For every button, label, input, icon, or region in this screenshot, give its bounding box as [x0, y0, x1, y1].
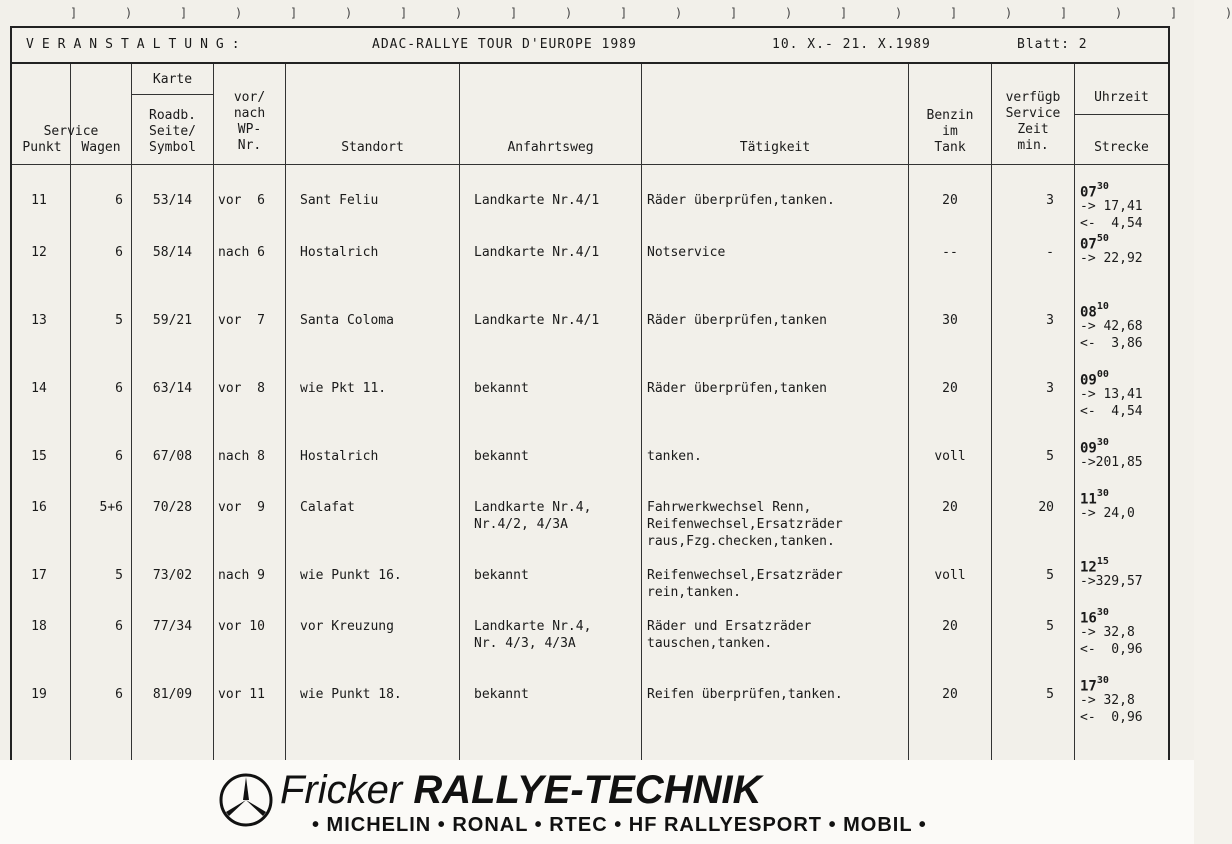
- uhrzeit-hours: 12: [1080, 559, 1097, 576]
- cell-taetigkeit: Räder überprüfen,tanken.: [647, 193, 835, 208]
- tractor-mark: ]: [400, 6, 408, 20]
- cell-wagen: 6: [115, 449, 123, 464]
- tractor-mark: ]: [180, 6, 188, 20]
- header-bottom-line: [12, 164, 1168, 165]
- sponsor-footer: [0, 760, 1194, 844]
- uhrzeit-minutes: 10: [1096, 301, 1109, 312]
- uhrzeit-minutes: 30: [1096, 675, 1109, 686]
- uhrzeit-hours: 08: [1080, 304, 1097, 321]
- cell-roadbook: 67/08: [152, 449, 193, 464]
- header-standort: Standort: [341, 140, 404, 155]
- tractor-mark: ]: [950, 6, 958, 20]
- tractor-mark: ]: [620, 6, 628, 20]
- cell-roadbook: 77/34: [152, 619, 193, 634]
- tractor-mark: ]: [70, 6, 78, 20]
- cell-benzin: 20: [942, 619, 958, 634]
- header-taetigkeit: Tätigkeit: [739, 140, 811, 155]
- cell-benzin: voll: [934, 449, 966, 464]
- tractor-mark: ): [675, 6, 683, 20]
- header-roadbook: Roadb. Seite/ Symbol: [149, 108, 196, 155]
- header-vor-nach: vor/ nach WP- Nr.: [233, 90, 266, 153]
- tractor-mark: ]: [1060, 6, 1068, 20]
- cell-roadbook: 58/14: [152, 245, 193, 260]
- cell-benzin: 20: [942, 687, 958, 702]
- cell-anfahrtsweg: Landkarte Nr.4/1: [474, 193, 600, 208]
- cell-service-zeit: 5: [1046, 687, 1054, 702]
- cell-service-zeit: -: [1046, 245, 1054, 260]
- uhrzeit-hours: 11: [1080, 491, 1097, 508]
- cell-taetigkeit: Räder überprüfen,tanken: [647, 313, 828, 328]
- cell-roadbook: 59/21: [152, 313, 193, 328]
- brand-name: [280, 768, 761, 813]
- header-service: Service: [43, 124, 99, 139]
- cell-strecke: -> 17,41 <- 4,54: [1080, 199, 1143, 231]
- cell-benzin: 20: [942, 193, 958, 208]
- uhrzeit-minutes: 30: [1096, 437, 1109, 448]
- cell-punkt: 18: [31, 619, 47, 634]
- uhrzeit-hours: 09: [1080, 372, 1097, 389]
- tractor-mark: ): [895, 6, 903, 20]
- sponsor-list: • MICHELIN • RONAL • RTEC • HF RALLYESPORT • MOBIL •: [312, 814, 927, 836]
- event-date: 10. X.- 21. X.1989: [772, 37, 931, 52]
- cell-standort: wie Pkt 11.: [300, 381, 387, 396]
- cell-wagen: 6: [115, 687, 123, 702]
- uhrzeit-hours: 17: [1080, 678, 1097, 695]
- header-anfahrtsweg: Anfahrtsweg: [507, 140, 594, 155]
- cell-anfahrtsweg: bekannt: [474, 568, 529, 583]
- cell-wagen: 6: [115, 619, 123, 634]
- tractor-mark: ): [1005, 6, 1013, 20]
- cell-service-zeit: 3: [1046, 193, 1054, 208]
- cell-punkt: 14: [31, 381, 47, 396]
- tractor-mark: ): [1115, 6, 1123, 20]
- column-divider: [641, 64, 642, 762]
- cell-vor-nach: vor 7: [218, 313, 265, 328]
- cell-vor-nach: vor 6: [218, 193, 265, 208]
- cell-service-zeit: 5: [1046, 568, 1054, 583]
- event-label: VERANSTALTUNG:: [26, 37, 248, 52]
- uhrzeit-minutes: 15: [1096, 556, 1109, 567]
- cell-standort: wie Punkt 18.: [300, 687, 402, 702]
- tractor-mark: ): [125, 6, 133, 20]
- service-table: [10, 26, 1170, 762]
- cell-wagen: 6: [115, 381, 123, 396]
- tractor-mark: ]: [290, 6, 298, 20]
- cell-roadbook: 53/14: [152, 193, 193, 208]
- cell-anfahrtsweg: Landkarte Nr.4/1: [474, 313, 600, 328]
- cell-benzin: --: [942, 245, 958, 260]
- header-uhrzeit: Uhrzeit: [1094, 90, 1149, 105]
- cell-benzin: 20: [942, 500, 958, 515]
- column-divider: [908, 64, 909, 762]
- column-divider: [131, 64, 132, 762]
- tractor-mark: ): [785, 6, 793, 20]
- cell-anfahrtsweg: Landkarte Nr.4, Nr.4/2, 4/3A: [474, 500, 592, 532]
- cell-wagen: 5+6: [99, 500, 123, 515]
- cell-service-zeit: 5: [1046, 619, 1054, 634]
- karte-divider: [131, 94, 213, 95]
- cell-taetigkeit: tanken.: [647, 449, 702, 464]
- column-divider: [459, 64, 460, 762]
- header-punkt: Punkt: [22, 140, 62, 155]
- cell-vor-nach: nach 6: [218, 245, 265, 260]
- tractor-mark: ]: [730, 6, 738, 20]
- cell-vor-nach: nach 8: [218, 449, 265, 464]
- cell-vor-nach: nach 9: [218, 568, 265, 583]
- cell-taetigkeit: Räder überprüfen,tanken: [647, 381, 828, 396]
- cell-wagen: 5: [115, 568, 123, 583]
- tractor-mark: ]: [1170, 6, 1178, 20]
- cell-roadbook: 73/02: [152, 568, 193, 583]
- event-name: ADAC-RALLYE TOUR D'EUROPE 1989: [372, 37, 637, 52]
- cell-standort: Hostalrich: [300, 449, 379, 464]
- cell-roadbook: 81/09: [152, 687, 193, 702]
- cell-anfahrtsweg: Landkarte Nr.4, Nr. 4/3, 4/3A: [474, 619, 592, 651]
- column-divider: [285, 64, 286, 762]
- cell-strecke: -> 13,41 <- 4,54: [1080, 387, 1143, 419]
- uhrzeit-hours: 07: [1080, 184, 1097, 201]
- cell-vor-nach: vor 9: [218, 500, 265, 515]
- cell-vor-nach: vor 8: [218, 381, 265, 396]
- cell-anfahrtsweg: bekannt: [474, 449, 529, 464]
- cell-benzin: 30: [942, 313, 958, 328]
- cell-standort: Sant Feliu: [300, 193, 379, 208]
- cell-standort: Calafat: [300, 500, 355, 515]
- uhrzeit-minutes: 50: [1096, 233, 1109, 244]
- cell-punkt: 12: [31, 245, 47, 260]
- uhrzeit-divider: [1074, 114, 1168, 115]
- tractor-mark: ]: [840, 6, 848, 20]
- cell-standort: Santa Coloma: [300, 313, 394, 328]
- cell-service-zeit: 3: [1046, 381, 1054, 396]
- cell-service-zeit: 20: [1038, 500, 1054, 515]
- uhrzeit-minutes: 00: [1096, 369, 1109, 380]
- cell-roadbook: 70/28: [152, 500, 193, 515]
- cell-service-zeit: 5: [1046, 449, 1054, 464]
- cell-punkt: 11: [31, 193, 47, 208]
- cell-standort: wie Punkt 16.: [300, 568, 402, 583]
- tractor-mark: ): [235, 6, 243, 20]
- column-divider: [1074, 64, 1075, 762]
- cell-taetigkeit: Reifen überprüfen,tanken.: [647, 687, 843, 702]
- cell-vor-nach: vor 11: [218, 687, 265, 702]
- header-service-zeit: verfügb Service Zeit min.: [1005, 90, 1061, 153]
- column-divider: [991, 64, 992, 762]
- cell-punkt: 17: [31, 568, 47, 583]
- uhrzeit-minutes: 30: [1096, 488, 1109, 499]
- uhrzeit-hours: 09: [1080, 440, 1097, 457]
- tractor-mark: ): [455, 6, 463, 20]
- cell-strecke: -> 24,0: [1080, 506, 1135, 521]
- cell-wagen: 5: [115, 313, 123, 328]
- cell-taetigkeit: Reifenwechsel,Ersatzräder rein,tanken.: [647, 568, 843, 600]
- cell-taetigkeit: Räder und Ersatzräder tauschen,tanken.: [647, 619, 812, 651]
- header-wagen: Wagen: [81, 140, 121, 155]
- cell-benzin: 20: [942, 381, 958, 396]
- cell-punkt: 19: [31, 687, 47, 702]
- uhrzeit-hours: 07: [1080, 236, 1097, 253]
- cell-anfahrtsweg: bekannt: [474, 381, 529, 396]
- cell-vor-nach: vor 10: [218, 619, 265, 634]
- three-pointed-star-icon: [218, 772, 274, 828]
- tractor-mark: ): [565, 6, 573, 20]
- cell-strecke: -> 32,8 <- 0,96: [1080, 693, 1143, 725]
- cell-standort: vor Kreuzung: [300, 619, 394, 634]
- cell-punkt: 15: [31, 449, 47, 464]
- cell-strecke: ->329,57: [1080, 574, 1143, 589]
- cell-punkt: 16: [31, 500, 47, 515]
- cell-taetigkeit: Notservice: [647, 245, 726, 260]
- header-strecke: Strecke: [1094, 140, 1149, 155]
- column-divider: [213, 64, 214, 762]
- sheet-number: Blatt: 2: [1017, 37, 1088, 52]
- uhrzeit-minutes: 30: [1096, 181, 1109, 192]
- header-karte: Karte: [152, 72, 193, 87]
- brand-first: Fricker: [280, 768, 403, 812]
- cell-anfahrtsweg: bekannt: [474, 687, 529, 702]
- cell-anfahrtsweg: Landkarte Nr.4/1: [474, 245, 600, 260]
- cell-standort: Hostalrich: [300, 245, 379, 260]
- tractor-mark: ): [1225, 6, 1232, 20]
- cell-service-zeit: 3: [1046, 313, 1054, 328]
- brand-second: RALLYE-TECHNIK: [413, 768, 762, 812]
- tractor-mark: ): [345, 6, 353, 20]
- column-divider: [70, 64, 71, 762]
- event-header: [12, 28, 1168, 64]
- cell-wagen: 6: [115, 193, 123, 208]
- cell-punkt: 13: [31, 313, 47, 328]
- cell-taetigkeit: Fahrwerkwechsel Renn, Reifenwechsel,Ersatzräder raus,Fzg.checken,tanken.: [647, 500, 843, 549]
- tractor-feed-strip: [10, 6, 1232, 20]
- cell-strecke: -> 22,92: [1080, 251, 1143, 266]
- cell-strecke: ->201,85: [1080, 455, 1143, 470]
- header-benzin: Benzin im Tank: [926, 108, 974, 155]
- cell-strecke: -> 42,68 <- 3,86: [1080, 319, 1143, 351]
- uhrzeit-minutes: 30: [1096, 607, 1109, 618]
- cell-strecke: -> 32,8 <- 0,96: [1080, 625, 1143, 657]
- uhrzeit-hours: 16: [1080, 610, 1097, 627]
- cell-wagen: 6: [115, 245, 123, 260]
- cell-roadbook: 63/14: [152, 381, 193, 396]
- tractor-mark: ]: [510, 6, 518, 20]
- cell-benzin: voll: [934, 568, 966, 583]
